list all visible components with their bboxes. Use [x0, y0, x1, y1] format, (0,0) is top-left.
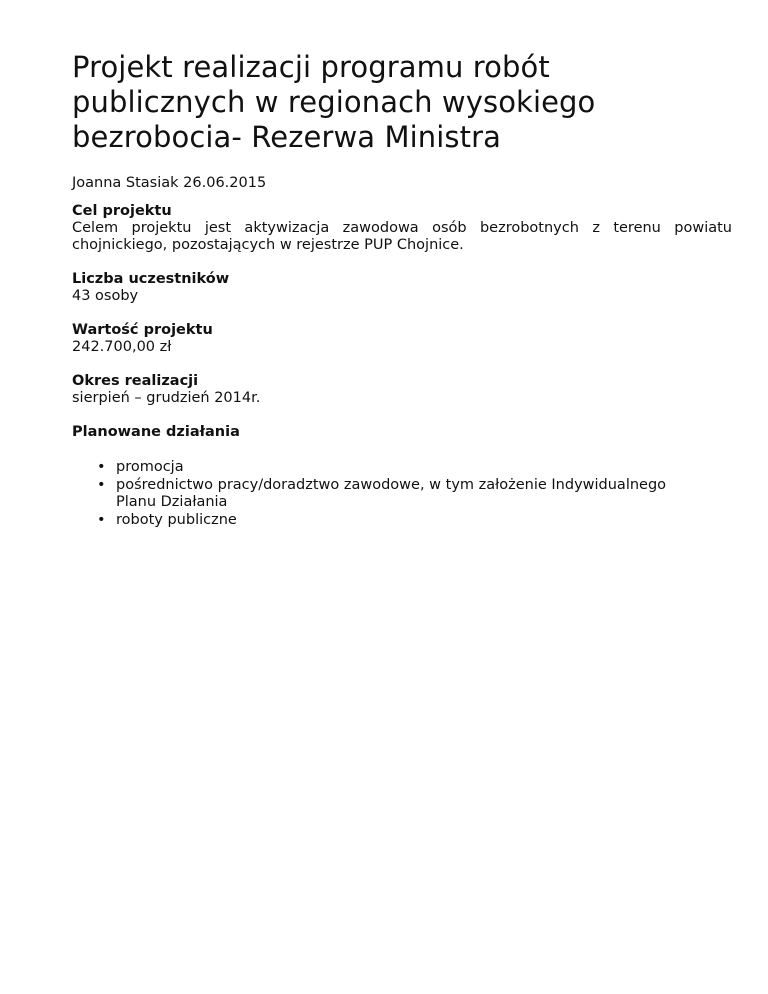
section-period	[72, 373, 732, 407]
list-item-text: promocja	[116, 459, 184, 475]
section-actions	[72, 424, 732, 529]
list-item	[72, 512, 696, 530]
list-item	[72, 477, 696, 512]
section-label: Planowane działania	[72, 424, 240, 440]
section-label: Cel projektu	[72, 203, 172, 219]
page-title: Projekt realizacji programu robót publicznych w regionach wysokiego bezrobocia- Rezerwa Ministra	[72, 50, 596, 154]
section-project-value	[72, 322, 732, 356]
section-label: Liczba uczestników	[72, 271, 230, 287]
section-value: Celem projektu jest aktywizacja zawodowa osób bezrobotnych z terenu powiatu chojnickiego, pozostających w rejestrze PUP Chojnice.	[72, 220, 732, 253]
list-item	[72, 459, 696, 477]
actions-list	[72, 459, 732, 529]
section-goal	[72, 203, 732, 254]
section-value: 242.700,00 zł	[72, 339, 172, 355]
bullet-icon: •	[97, 511, 106, 528]
section-value: 43 osoby	[72, 288, 139, 304]
bullet-icon: •	[97, 476, 106, 493]
section-label: Okres realizacji	[72, 373, 199, 389]
list-item-text: roboty publiczne	[116, 511, 237, 528]
section-participants	[72, 271, 732, 305]
section-value: sierpień – grudzień 2014r.	[72, 390, 261, 406]
bullet-icon: •	[97, 459, 106, 475]
section-label: Wartość projektu	[72, 322, 213, 338]
author-date: Joanna Stasiak 26.06.2015	[72, 175, 267, 191]
list-item-text: pośrednictwo pracy/doradztwo zawodowe, w tym założenie Indywidualnego Planu Działania	[116, 476, 667, 510]
document	[72, 50, 732, 529]
